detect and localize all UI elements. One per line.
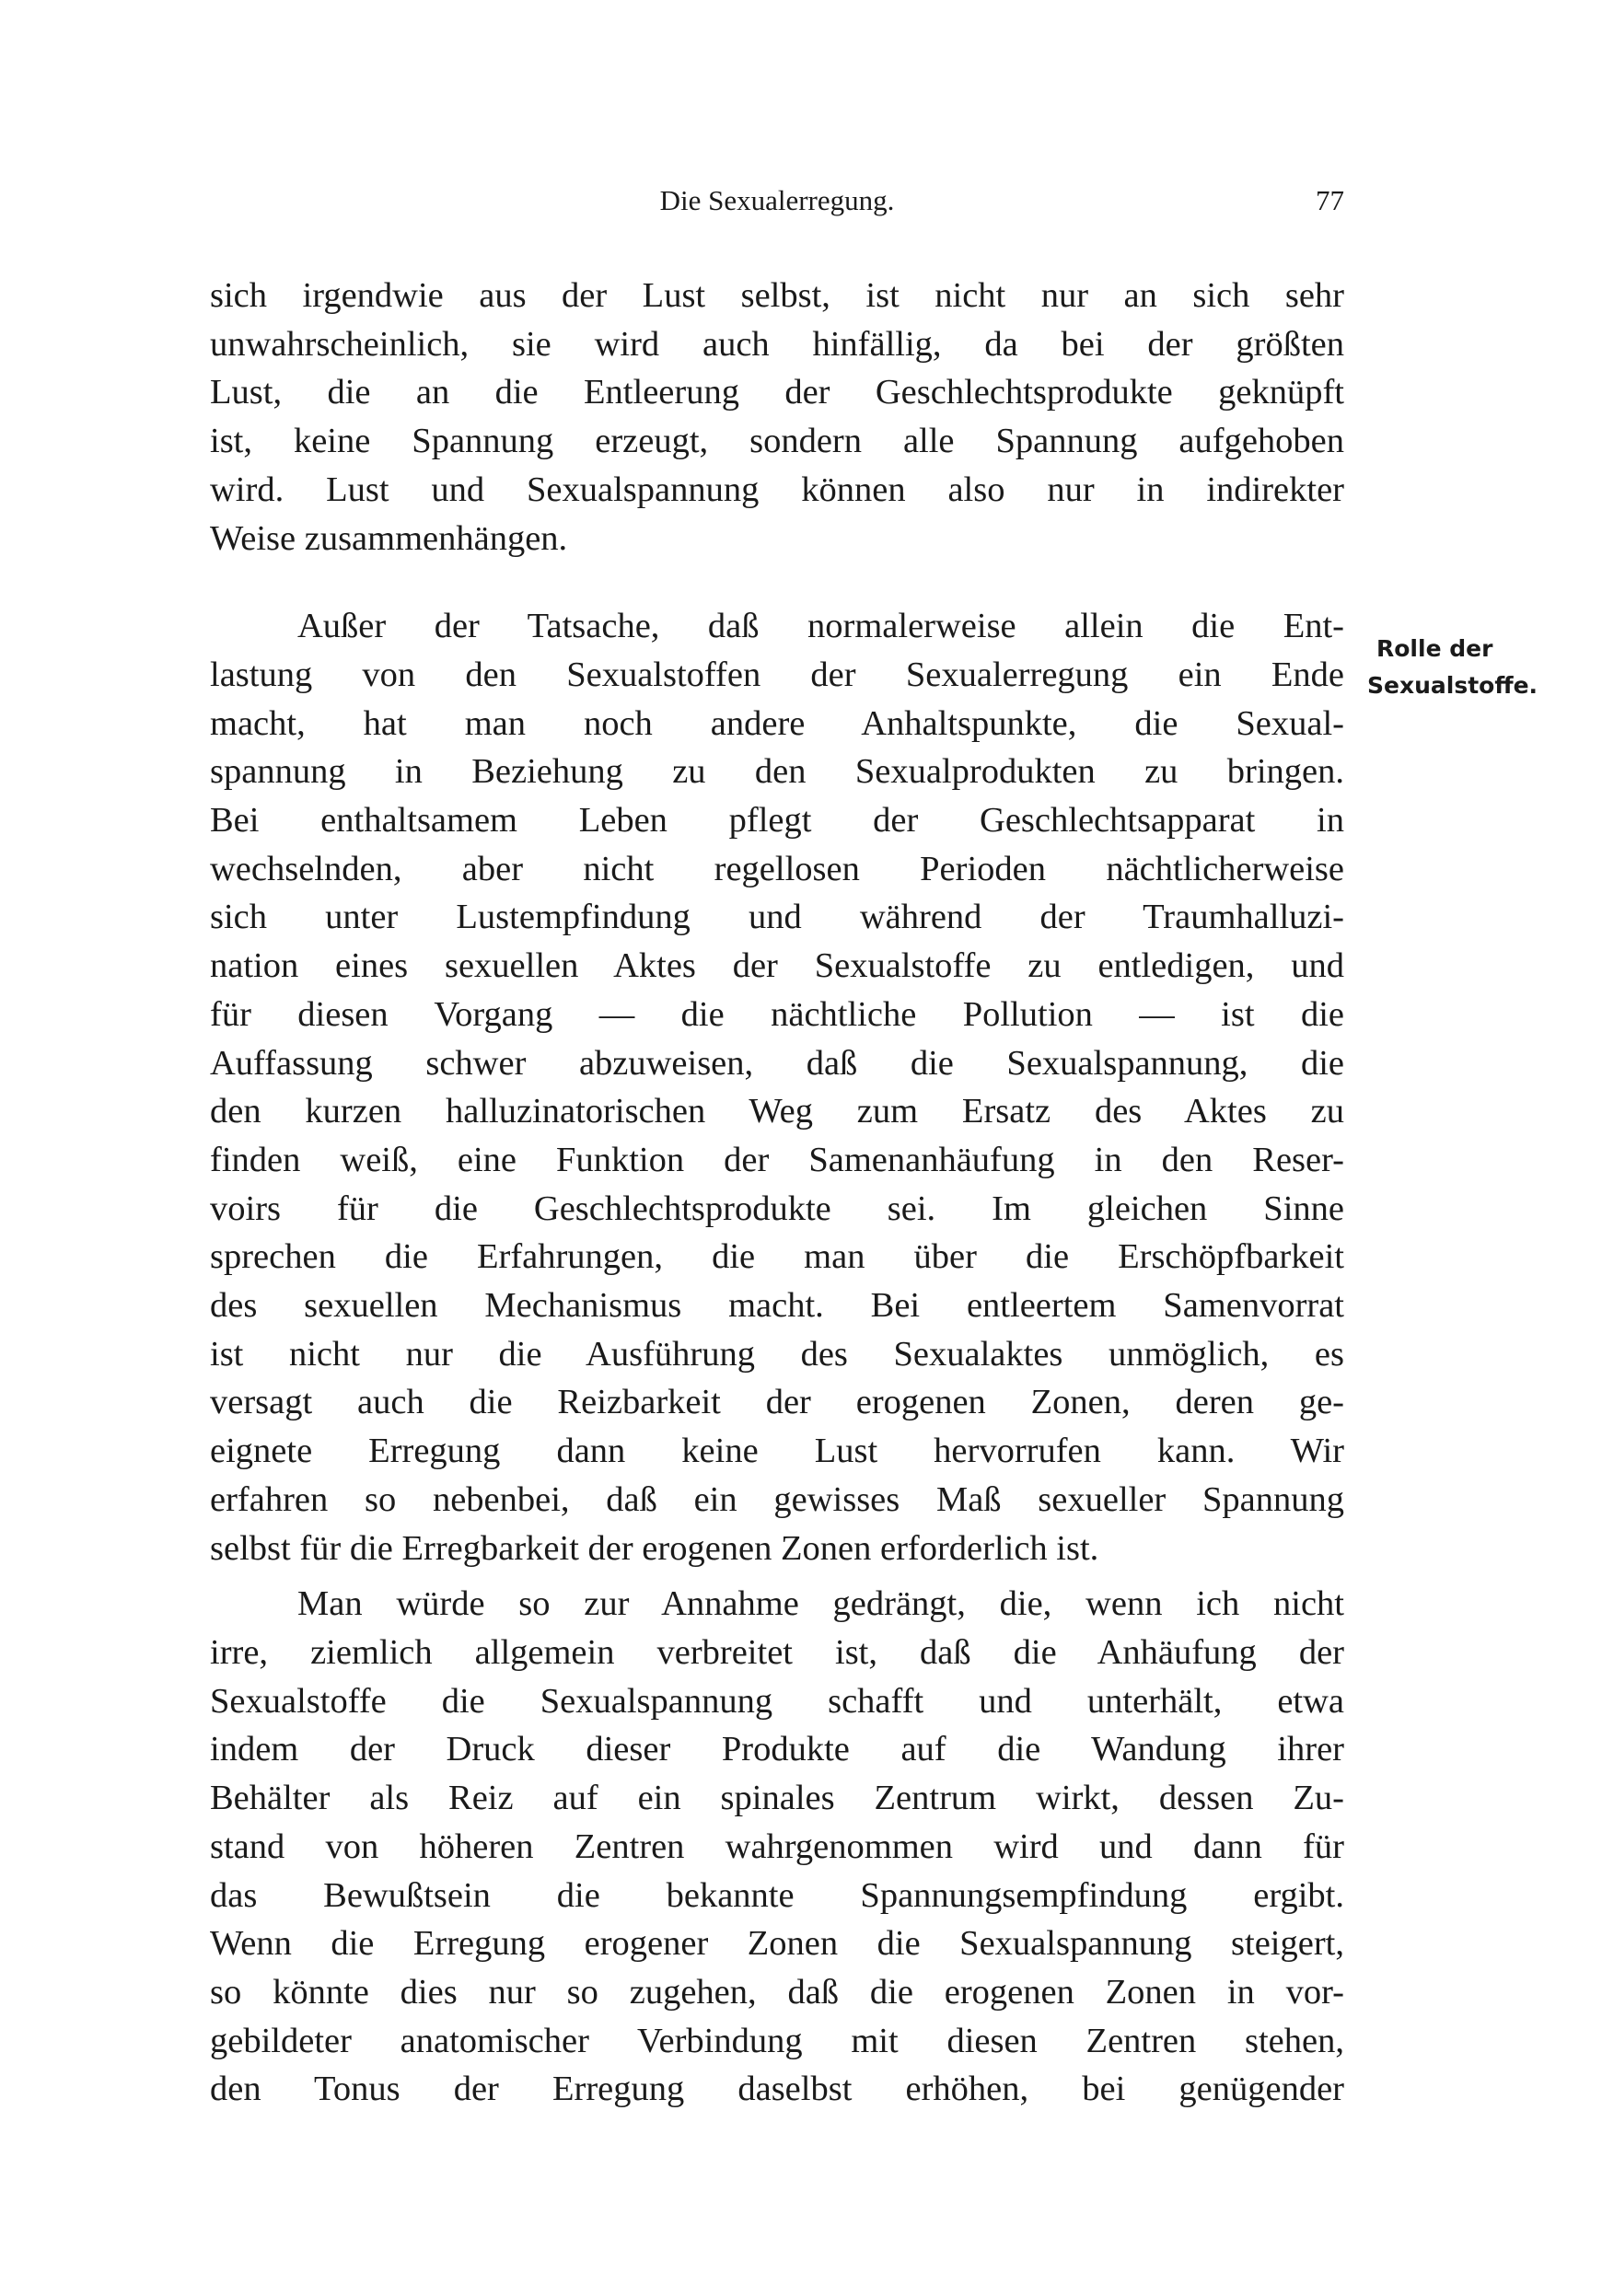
page-number: 77: [1316, 184, 1344, 216]
text-line: Bei enthaltsamem Leben pflegt der Geschlechtsapparat in: [210, 801, 1344, 841]
text-line: spannung in Beziehung zu den Sexualprodukten zu bringen.: [210, 752, 1344, 792]
text-line: Außer der Tatsache, daß normalerweise allein die Ent-: [297, 607, 1344, 646]
text-line: den Tonus der Erregung daselbst erhöhen, bei genügender: [210, 2070, 1344, 2109]
margin-note-line: Sexualstoffe.: [1367, 672, 1538, 699]
text-line: lastung von den Sexualstoffen der Sexualerregung ein Ende: [210, 655, 1344, 694]
margin-note: [1367, 631, 1551, 704]
text-line: gebildeter anatomischer Verbindung mit diesen Zentren stehen,: [210, 2021, 1344, 2060]
text-line: irre, ziemlich allgemein verbreitet ist, daß die Anhäufung der: [210, 1632, 1344, 1672]
text-line: des sexuellen Mechanismus macht. Bei entleertem Samenvorrat: [210, 1286, 1344, 1326]
paragraph-1: [210, 272, 1344, 562]
text-line: voirs für die Geschlechtsprodukte sei. Im gleichen Sinne: [210, 1189, 1344, 1228]
text-line: stand von höheren Zentren wahrgenommen wird und dann für: [210, 1826, 1344, 1866]
text-line: Sexualstoffe die Sexualspannung schafft und unterhält, etwa: [210, 1681, 1344, 1721]
text-line: sprechen die Erfahrungen, die man über die Erschöpfbarkeit: [210, 1237, 1344, 1277]
text-line: selbst für die Erregbarkeit der erogenen Zonen erforderlich ist.: [210, 1528, 1099, 1568]
margin-note-line: Rolle der: [1376, 635, 1493, 662]
text-line: das Bewußtsein die bekannte Spannungsempfindung ergibt.: [210, 1875, 1344, 1915]
text-line: ist nicht nur die Ausführung des Sexualaktes unmöglich, es: [210, 1334, 1344, 1374]
text-line: macht, hat man noch andere Anhaltspunkte, die Sexual-: [210, 703, 1344, 743]
text-line: ist, keine Spannung erzeugt, sondern alle Spannung aufgehoben: [210, 422, 1344, 461]
text-line: für diesen Vorgang — die nächtliche Pollution — ist die: [210, 994, 1344, 1034]
text-line: nation eines sexuellen Aktes der Sexualstoffe zu entledigen, und: [210, 946, 1344, 986]
paragraph-3: [210, 1580, 1344, 2114]
paragraph-2: [210, 602, 1344, 1572]
text-line: den kurzen halluzinatorischen Weg zum Ersatz des Aktes zu: [210, 1092, 1344, 1131]
text-line: Behälter als Reiz auf ein spinales Zentrum wirkt, dessen Zu-: [210, 1779, 1344, 1818]
running-title: Die Sexualerregung.: [659, 184, 895, 216]
text-line: finden weiß, eine Funktion der Samenanhäufung in den Reser-: [210, 1140, 1344, 1179]
page-header: [210, 184, 1344, 230]
text-line: unwahrscheinlich, sie wird auch hinfällig, da bei der größten: [210, 324, 1344, 364]
body-text: [210, 272, 1344, 2114]
text-line: sich irgendwie aus der Lust selbst, ist nicht nur an sich sehr: [210, 276, 1344, 315]
text-line: Man würde so zur Annahme gedrängt, die, wenn ich nicht: [297, 1584, 1344, 1624]
text-line: indem der Druck dieser Produkte auf die Wandung ihrer: [210, 1730, 1344, 1769]
text-line: Lust, die an die Entleerung der Geschlechtsprodukte geknüpft: [210, 373, 1344, 412]
text-line: sich unter Lustempfindung und während der Traumhalluzi-: [210, 898, 1344, 937]
text-line: eignete Erregung dann keine Lust hervorrufen kann. Wir: [210, 1432, 1344, 1471]
text-line: so könnte dies nur so zugehen, daß die erogenen Zonen in vor-: [210, 1972, 1344, 2012]
text-line: wechselnden, aber nicht regellosen Perioden nächtlicherweise: [210, 849, 1344, 888]
text-line: versagt auch die Reizbarkeit der erogenen Zonen, deren ge-: [210, 1383, 1344, 1422]
text-line: Weise zusammenhängen.: [210, 518, 568, 558]
text-line: Wenn die Erregung erogener Zonen die Sexualspannung steigert,: [210, 1924, 1344, 1964]
text-line: wird. Lust und Sexualspannung können also nur in indirekter: [210, 470, 1344, 509]
text-line: erfahren so nebenbei, daß ein gewisses Maß sexueller Spannung: [210, 1479, 1344, 1519]
text-line: Auffassung schwer abzuweisen, daß die Sexualspannung, die: [210, 1043, 1344, 1083]
